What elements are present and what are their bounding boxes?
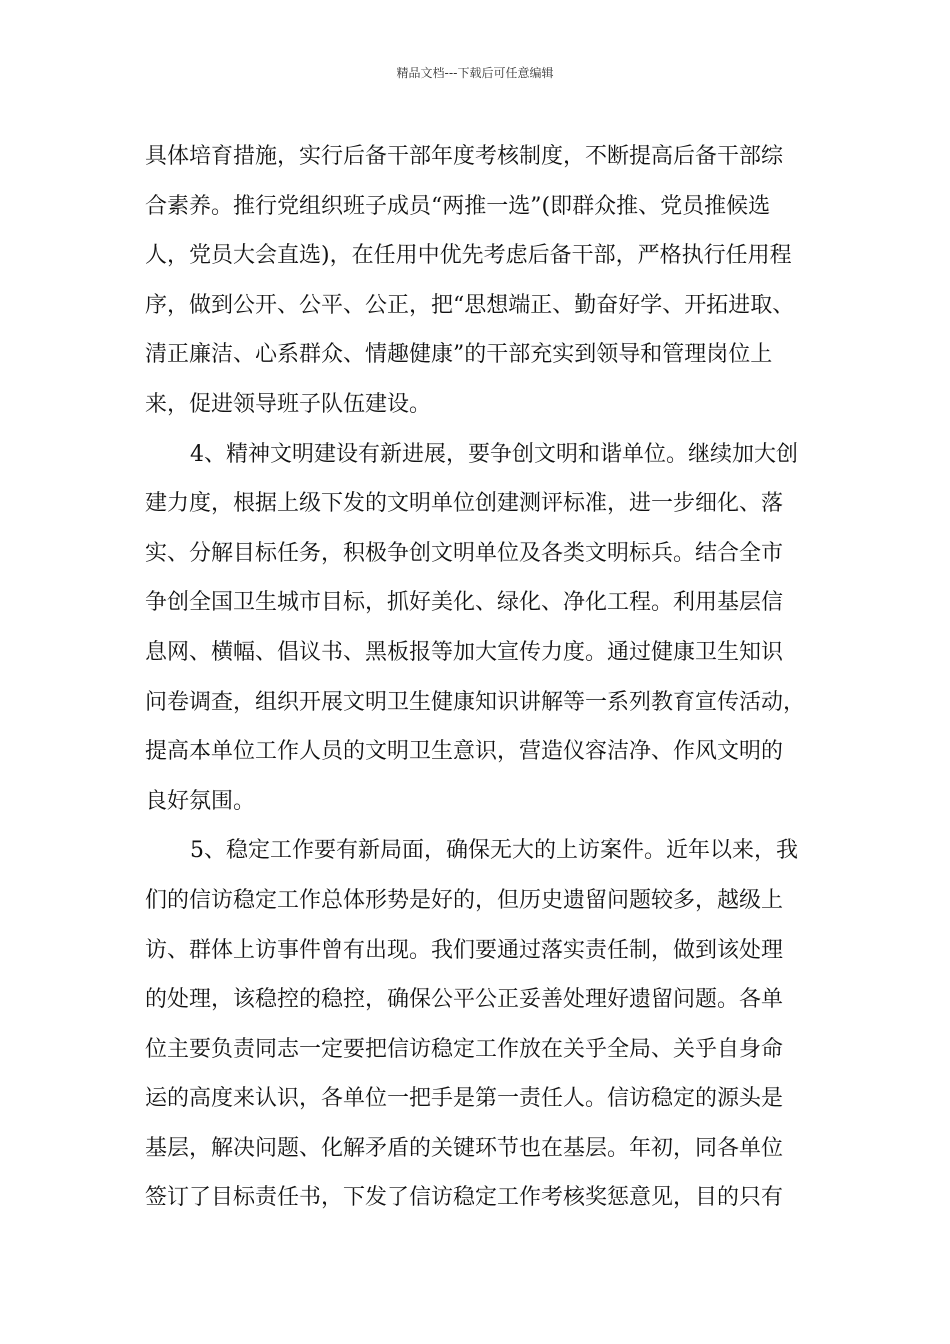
paragraph-5-first-line: 5、稳定工作要有新局面，确保无大的上访案件。近年以来，我: [190, 838, 798, 864]
text-line: 良好氛围。: [145, 788, 256, 814]
text-line: 位主要负责同志一定要把信访稳定工作放在关乎全局、关乎自身命: [145, 1036, 784, 1062]
text-line: 清正廉洁、心系群众、情趣健康”的干部充实到领导和管理岗位上: [145, 342, 773, 368]
text-line: 争创全国卫生城市目标，抓好美化、绿化、净化工程。利用基层信: [145, 590, 784, 616]
text-line: 来，促进领导班子队伍建设。: [145, 391, 432, 417]
text-line: 序，做到公开、公平、公正，把“思想端正、勤奋好学、开拓进取、: [145, 292, 795, 318]
text-line: 息网、横幅、倡议书、黑板报等加大宣传力度。通过健康卫生知识: [145, 639, 784, 665]
text-line: 提高本单位工作人员的文明卫生意识，营造仪容洁净、作风文明的: [145, 739, 784, 765]
text-line: 合素养。推行党组织班子成员“两推一选”(即群众推、党员推候选: [145, 193, 771, 219]
document-body: [145, 132, 815, 1223]
paragraph-4-first-line: 4、精神文明建设有新进展，要争创文明和谐单位。继续加大创: [190, 441, 798, 467]
text-line: 签订了目标责任书，下发了信访稳定工作考核奖惩意见，目的只有: [145, 1185, 784, 1211]
text-line: 访、群体上访事件曾有出现。我们要通过落实责任制，做到该处理: [145, 937, 784, 963]
page-header: 精品文档---下载后可任意编辑: [396, 66, 554, 80]
text-line: 的处理，该稳控的稳控，确保公平公正妥善处理好遗留问题。各单: [145, 987, 784, 1013]
text-line: 具体培育措施，实行后备干部年度考核制度，不断提高后备干部综: [145, 144, 784, 169]
text-line: 运的高度来认识，各单位一把手是第一责任人。信访稳定的源头是: [145, 1086, 784, 1112]
text-line: 建力度，根据上级下发的文明单位创建测评标准，进一步细化、落: [145, 491, 784, 517]
text-line: 人，党员大会直选)，在任用中优先考虑后备干部，严格执行任用程: [145, 243, 792, 269]
text-line: 实、分解目标任务，积极争创文明单位及各类文明标兵。结合全市: [145, 540, 784, 566]
text-line: 问卷调查，组织开展文明卫生健康知识讲解等一系列教育宣传活动，: [145, 689, 806, 715]
text-line: 们的信访稳定工作总体形势是好的，但历史遗留问题较多，越级上: [145, 887, 784, 913]
text-line: 基层，解决问题、化解矛盾的关键环节也在基层。年初，同各单位: [145, 1135, 784, 1161]
